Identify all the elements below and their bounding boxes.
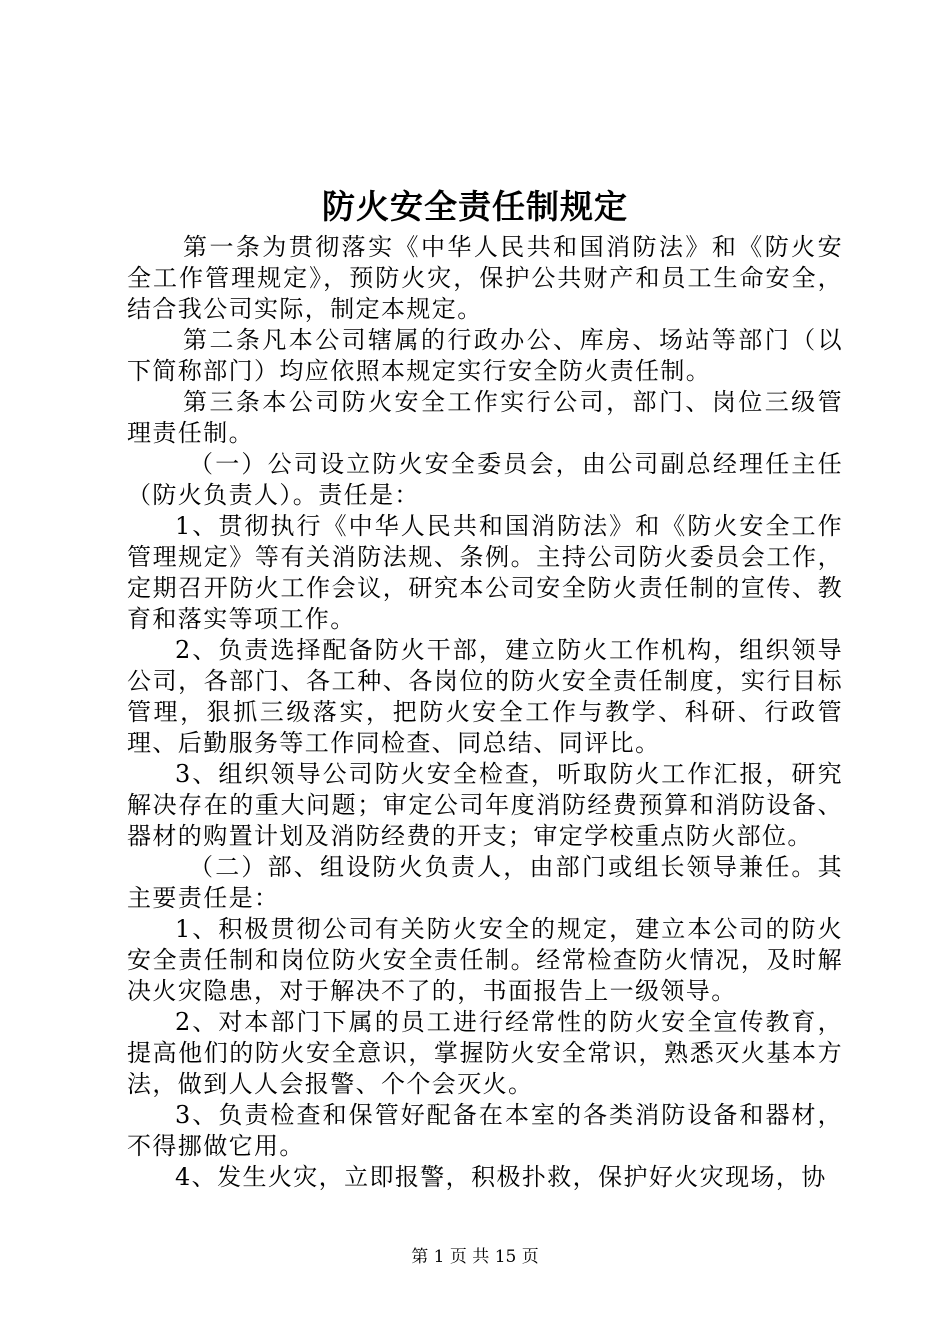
paragraph-section-1: （一）公司设立防火安全委员会，由公司副总经理任主任（防火负责人）。责任是： (127, 450, 843, 509)
paragraph-item-2-3: 3、负责检查和保管好配备在本室的各类消防设备和器材，不得挪做它用。 (127, 1101, 843, 1160)
paragraph-article-3: 第三条本公司防火安全工作实行公司，部门、岗位三级管理责任制。 (127, 388, 843, 447)
paragraph-item-2-1: 1、积极贯彻公司有关防火安全的规定，建立本公司的防火安全责任制和岗位防火安全责任制。经常检查防火情况，及时解决火灾隐患，对于解决不了的，书面报告上一级领导。 (127, 915, 843, 1005)
document-title: 防火安全责任制规定 (322, 187, 628, 226)
paragraph-article-1: 第一条为贯彻落实《中华人民共和国消防法》和《防火安全工作管理规定》，预防火灾，保护公共财产和员工生命安全，结合我公司实际，制定本规定。 (127, 233, 843, 323)
paragraph-section-2: （二）部、组设防火负责人，由部门或组长领导兼任。其主要责任是： (127, 853, 843, 912)
paragraph-article-2: 第二条凡本公司辖属的行政办公、库房、场站等部门（以下简称部门）均应依照本规定实行安全防火责任制。 (127, 326, 843, 385)
page-footer (0, 1245, 950, 1269)
paragraph-item-1-1: 1、贯彻执行《中华人民共和国消防法》和《防火安全工作管理规定》等有关消防法规、条例。主持公司防火委员会工作，定期召开防火工作会议，研究本公司安全防火责任制的宣传、教育和落实等项工作。 (127, 512, 843, 633)
document-body (127, 232, 843, 1193)
paragraph-item-2-4: 4、发生火灾，立即报警，积极扑救，保护好火灾现场，协 (175, 1163, 827, 1191)
page-number-label: 第 1 页 共 15 页 (411, 1247, 539, 1267)
paragraph-item-1-3: 3、组织领导公司防火安全检查，听取防火工作汇报，研究解决存在的重大问题；审定公司年度消防经费预算和消防设备、器材的购置计划及消防经费的开支；审定学校重点防火部位。 (127, 760, 843, 850)
paragraph-item-1-2: 2、负责选择配备防火干部，建立防火工作机构，组织领导公司，各部门、各工种、各岗位的防火安全责任制度，实行目标管理，狠抓三级落实，把防火安全工作与教学、科研、行政管理、后勤服务等工作同检查、同总结、同评比。 (127, 636, 843, 757)
paragraph-item-2-2: 2、对本部门下属的员工进行经常性的防火安全宣传教育，提高他们的防火安全意识，掌握防火安全常识，熟悉灭火基本方法，做到人人会报警、个个会灭火。 (127, 1008, 843, 1098)
